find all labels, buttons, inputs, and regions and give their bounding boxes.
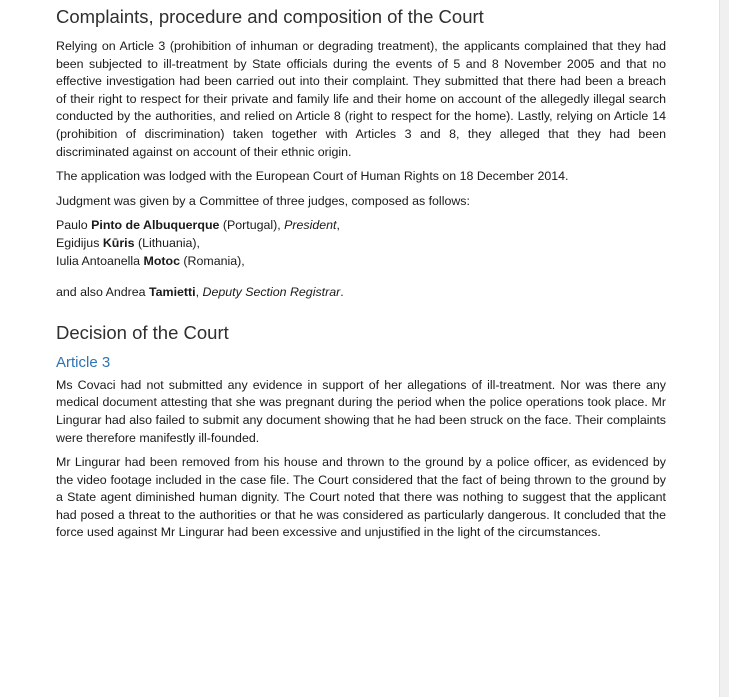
complaints-paragraph: Relying on Article 3 (prohibition of inhuman or degrading treatment), the applicants complained that they had been subjected to ill-treatment by State officials during the events of 5 and 8 November 2005 and that no effective investigation had been carried out into their complaint. They submitted that there had been a breach of their right to respect for their private and family life and their home on account of the allegedly illegal search conducted by the authorities, and relied on Article 8 (right to respect for the home). Lastly, relying on Article 14 (prohibition of discrimination) taken together with Articles 3 and 8, they alleged that they had been discriminated against on account of their ethnic origin.: [56, 39, 666, 159]
registrar-punctuation: .: [340, 285, 344, 300]
judge-country: (Romania),: [179, 253, 245, 268]
judge-punctuation: ,: [336, 218, 340, 233]
judge-surname: Pinto de Albuquerque: [91, 218, 220, 233]
document-page: [56, 4, 666, 549]
registrar-line: [56, 284, 666, 302]
registrar-surname: Tamietti: [149, 285, 196, 300]
registrar-separator: ,: [195, 285, 203, 300]
judge-first-name: Paulo: [56, 218, 92, 233]
judge-first-name: Egidijus: [56, 235, 103, 250]
section-heading-complaints: Complaints, procedure and composition of the Court: [56, 6, 484, 27]
judgment-composition-paragraph: Judgment was given by a Committee of three judges, composed as follows:: [56, 193, 470, 208]
decision-paragraph-2: Mr Lingurar had been removed from his house and thrown to the ground by a police officer, as evidenced by the video footage included in the case file. The Court considered that the fact of being thrown to the ground by a State agent diminished human dignity. The Court noted that there was nothing to suggest that the applicant had posed a threat to the authorities or that he was considered as particularly dangerous. It concluded that the force used against Mr Lingurar had been excessive and unjustified in the light of the circumstances.: [56, 455, 666, 540]
subheading-article-3: Article 3: [56, 353, 111, 371]
judge-country: (Lithuania),: [134, 235, 200, 250]
judge-surname: Motoc: [143, 253, 180, 268]
blank-line: [56, 270, 666, 284]
judge-surname: Kūris: [102, 235, 135, 250]
section-heading-decision: Decision of the Court: [56, 321, 229, 343]
decision-paragraph-1: Ms Covaci had not submitted any evidence in support of her allegations of ill-treatment. Nor was there any medical document attesting that she was pregnant during the period when the police operations took place. Mr Lingurar had also failed to submit any document showing that he had been struck on the face. Their complaints were therefore manifestly ill-founded.: [56, 377, 666, 445]
judge-line: [56, 235, 666, 253]
judges-list: [56, 217, 666, 301]
registrar-role: Deputy Section Registrar: [202, 285, 341, 300]
judge-line: [56, 217, 666, 235]
judge-country: (Portugal),: [219, 218, 285, 233]
judge-line: [56, 253, 666, 271]
registrar-first-name: and also Andrea: [56, 285, 150, 300]
judge-first-name: Iulia Antoanella: [56, 253, 144, 268]
lodged-paragraph: The application was lodged with the European Court of Human Rights on 18 December 2014.: [56, 169, 569, 184]
judge-role: President: [284, 218, 337, 233]
scrollbar-track[interactable]: [719, 0, 729, 697]
